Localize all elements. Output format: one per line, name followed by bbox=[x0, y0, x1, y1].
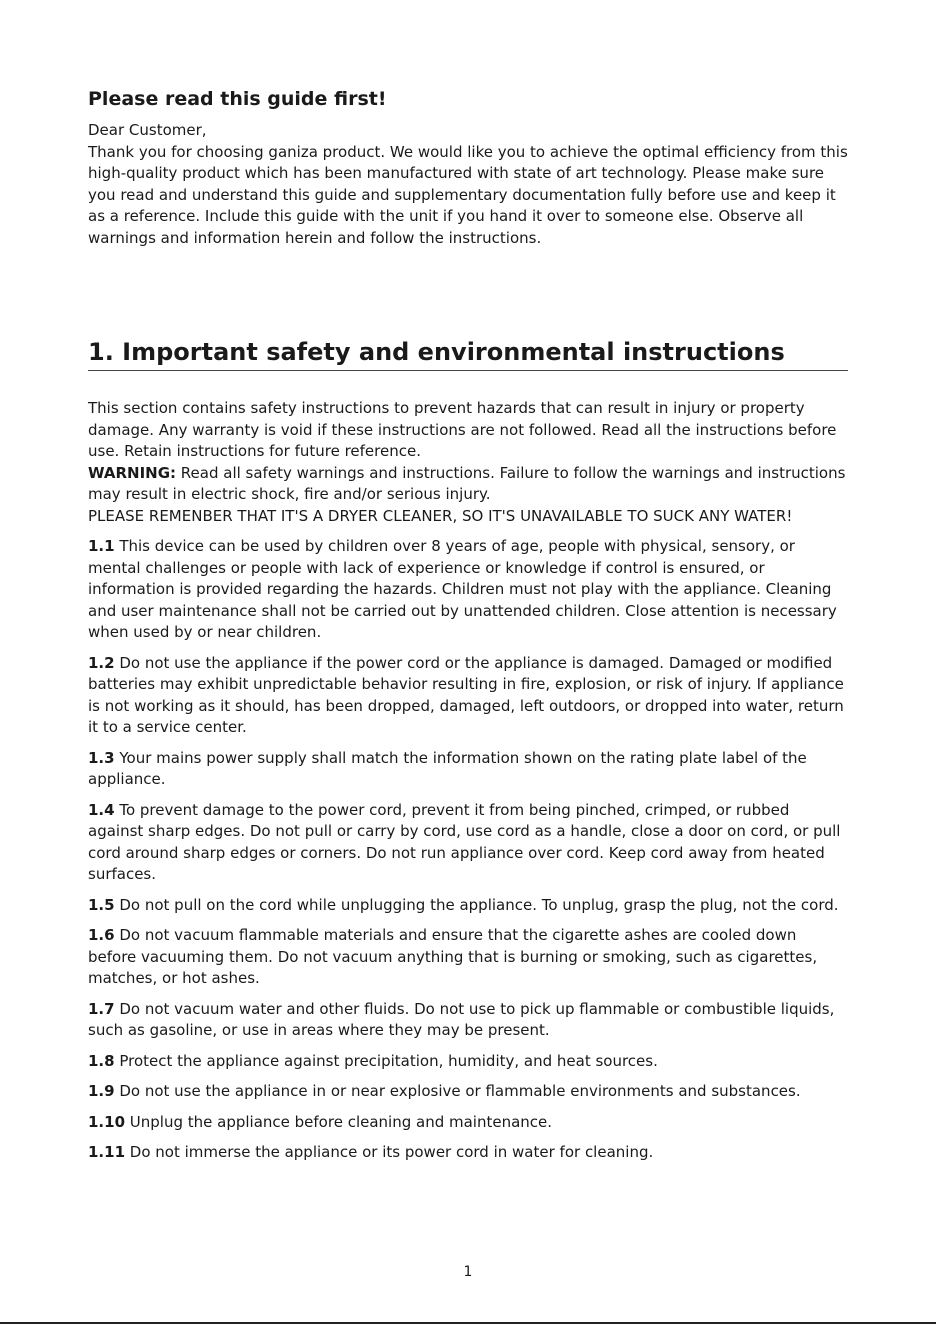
item-number: 1.6 bbox=[88, 926, 115, 944]
warning-label: WARNING: bbox=[88, 463, 177, 482]
item-text: Protect the appliance against precipitation, humidity, and heat sources. bbox=[114, 1051, 658, 1070]
safety-item bbox=[88, 1051, 848, 1073]
section-intro: This section contains safety instructions to prevent hazards that can result in injury or property damage. Any warranty is void if these instructions are not followed. Read all the instructions before use. Retain instructions for future reference. bbox=[88, 399, 837, 460]
safety-item bbox=[88, 800, 848, 886]
item-number: 1.11 bbox=[88, 1143, 126, 1161]
safety-item bbox=[88, 1142, 848, 1164]
item-number: 1.3 bbox=[88, 748, 115, 767]
safety-item bbox=[88, 653, 848, 739]
item-number: 1.7 bbox=[88, 999, 115, 1018]
item-text: Do not immerse the appliance or its power cord in water for cleaning. bbox=[125, 1143, 654, 1161]
section-title: 1. Important safety and environmental instructions bbox=[88, 338, 785, 366]
item-text: Unplug the appliance before cleaning and maintenance. bbox=[125, 1112, 553, 1131]
section-body bbox=[88, 398, 848, 1164]
warning-paragraph bbox=[88, 463, 848, 506]
item-number: 1.8 bbox=[88, 1051, 115, 1070]
item-number: 1.1 bbox=[88, 537, 115, 555]
dryer-reminder: PLEASE REMENBER THAT IT'S A DRYER CLEANER, SO IT'S UNAVAILABLE TO SUCK ANY WATER! bbox=[88, 506, 793, 525]
item-text: To prevent damage to the power cord, prevent it from being pinched, crimped, or rubbed against sharp edges. Do not pull or carry by cord, use cord as a handle, close a door on cord, or pull cord around sharp edges or corners. Do not run appliance over cord. Keep cord away from heated surfaces. bbox=[88, 800, 841, 883]
item-text: Your mains power supply shall match the information shown on the rating plate label of the appliance. bbox=[88, 748, 807, 788]
safety-item bbox=[88, 748, 848, 791]
section-divider bbox=[88, 370, 848, 371]
safety-item bbox=[88, 536, 848, 644]
item-number: 1.9 bbox=[88, 1082, 115, 1100]
item-text: Do not pull on the cord while unplugging the appliance. To unplug, grasp the plug, not the cord. bbox=[114, 895, 839, 914]
safety-item bbox=[88, 925, 848, 990]
item-text: Do not vacuum water and other fluids. Do not use to pick up flammable or combustible liquids, such as gasoline, or use in areas where they may be present. bbox=[88, 999, 835, 1039]
safety-item bbox=[88, 1081, 848, 1103]
item-number: 1.2 bbox=[88, 653, 115, 672]
intro-body: Thank you for choosing ganiza product. We would like you to achieve the optimal efficiency from this high-quality product which has been manufactured with state of art technology. Please make sure you read and understand this guide and supplementary documentation fully before use and keep it as a reference. Include this guide with the unit if you hand it over to someone else. Observe all warnings and information herein and follow the instructions. bbox=[88, 142, 848, 247]
item-text: Do not use the appliance if the power cord or the appliance is damaged. Damaged or modified batteries may exhibit unpredictable behavior resulting in fire, explosion, or risk of injury. If appliance is not working as it should, has been dropped, damaged, left outdoors, or dropped into water, return it to a service center. bbox=[88, 653, 844, 736]
safety-item bbox=[88, 1112, 848, 1134]
intro-block bbox=[88, 120, 848, 249]
item-number: 1.4 bbox=[88, 800, 115, 819]
page-number: 1 bbox=[463, 1264, 473, 1280]
warning-text: Read all safety warnings and instructions. Failure to follow the warnings and instructions may result in electric shock, fire and/or serious injury. bbox=[88, 463, 846, 503]
intro-salutation: Dear Customer, bbox=[88, 121, 207, 139]
item-text: Do not vacuum flammable materials and ensure that the cigarette ashes are cooled down before vacuuming them. Do not vacuum anything that is burning or smoking, such as cigarettes, matches, or hot ashes. bbox=[88, 926, 818, 987]
guide-title: Please read this guide first! bbox=[88, 88, 387, 110]
safety-item bbox=[88, 895, 848, 917]
item-number: 1.10 bbox=[88, 1112, 126, 1131]
item-number: 1.5 bbox=[88, 895, 115, 914]
item-text: Do not use the appliance in or near explosive or flammable environments and substances. bbox=[114, 1082, 801, 1100]
safety-item bbox=[88, 999, 848, 1042]
item-text: This device can be used by children over 8 years of age, people with physical, sensory, or mental challenges or people with lack of experience or knowledge if control is ensured, or information is provided regarding the hazards. Children must not play with the appliance. Cleaning and user maintenance shall not be carried out by unattended children. Close attention is necessary when used by or near children. bbox=[88, 537, 837, 641]
